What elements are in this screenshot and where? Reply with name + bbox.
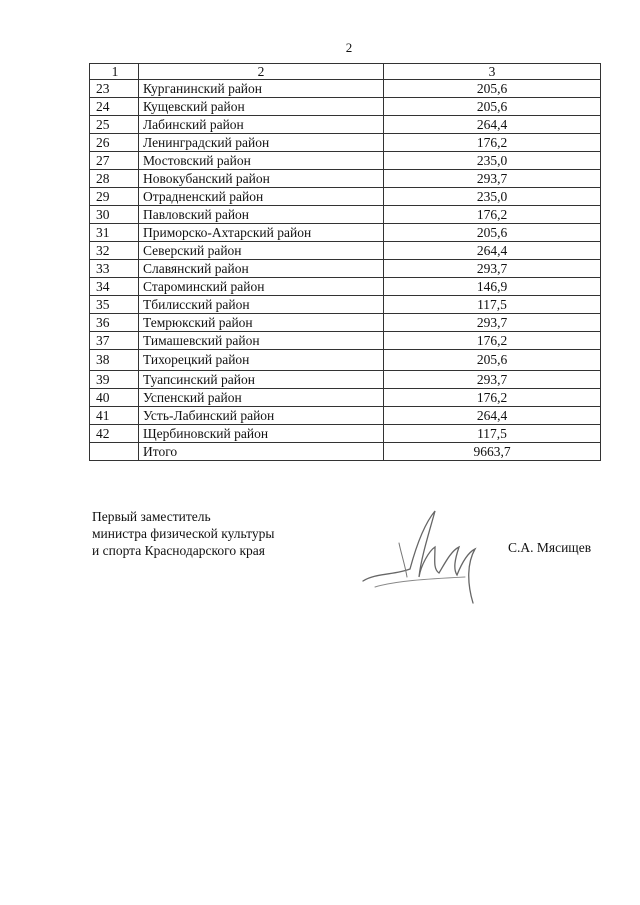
district-value: 293,7 bbox=[384, 371, 601, 389]
position-line: и спорта Краснодарского края bbox=[92, 543, 265, 558]
row-number: 41 bbox=[90, 407, 139, 425]
district-name: Успенский район bbox=[139, 389, 384, 407]
district-value: 293,7 bbox=[384, 260, 601, 278]
table-row bbox=[90, 206, 601, 224]
district-value: 176,2 bbox=[384, 206, 601, 224]
header-cell-2: 2 bbox=[139, 64, 384, 80]
table-header-row bbox=[90, 64, 601, 80]
row-number: 33 bbox=[90, 260, 139, 278]
district-name: Щербиновский район bbox=[139, 425, 384, 443]
row-number: 36 bbox=[90, 314, 139, 332]
table-row bbox=[90, 188, 601, 206]
table-row bbox=[90, 224, 601, 242]
district-name: Туапсинский район bbox=[139, 371, 384, 389]
district-value: 293,7 bbox=[384, 170, 601, 188]
row-number: 40 bbox=[90, 389, 139, 407]
district-value: 146,9 bbox=[384, 278, 601, 296]
district-value: 205,6 bbox=[384, 224, 601, 242]
table-row bbox=[90, 242, 601, 260]
table-row bbox=[90, 134, 601, 152]
row-number: 39 bbox=[90, 371, 139, 389]
row-number: 26 bbox=[90, 134, 139, 152]
district-value: 117,5 bbox=[384, 425, 601, 443]
district-name: Тимашевский район bbox=[139, 332, 384, 350]
district-name: Курганинский район bbox=[139, 80, 384, 98]
row-number: 25 bbox=[90, 116, 139, 134]
row-number: 30 bbox=[90, 206, 139, 224]
district-name: Кущевский район bbox=[139, 98, 384, 116]
district-value: 264,4 bbox=[384, 242, 601, 260]
table-row bbox=[90, 278, 601, 296]
district-name: Павловский район bbox=[139, 206, 384, 224]
table-row bbox=[90, 332, 601, 350]
district-value: 205,6 bbox=[384, 98, 601, 116]
district-value: 176,2 bbox=[384, 389, 601, 407]
district-name: Тбилисский район bbox=[139, 296, 384, 314]
district-name: Лабинский район bbox=[139, 116, 384, 134]
district-value: 176,2 bbox=[384, 134, 601, 152]
handwritten-signature bbox=[355, 503, 495, 613]
district-name: Тихорецкий район bbox=[139, 350, 384, 371]
district-value: 264,4 bbox=[384, 407, 601, 425]
row-number: 42 bbox=[90, 425, 139, 443]
row-number: 31 bbox=[90, 224, 139, 242]
total-value: 9663,7 bbox=[384, 443, 601, 461]
row-number: 28 bbox=[90, 170, 139, 188]
table-row bbox=[90, 371, 601, 389]
table-row bbox=[90, 296, 601, 314]
table-row bbox=[90, 170, 601, 188]
district-table bbox=[89, 63, 601, 461]
table-row bbox=[90, 116, 601, 134]
district-name: Отрадненский район bbox=[139, 188, 384, 206]
page-number: 2 bbox=[345, 40, 353, 55]
table-row bbox=[90, 350, 601, 371]
signatory-position bbox=[92, 508, 274, 559]
district-value: 235,0 bbox=[384, 188, 601, 206]
district-name: Северский район bbox=[139, 242, 384, 260]
row-number: 35 bbox=[90, 296, 139, 314]
row-number: 23 bbox=[90, 80, 139, 98]
district-name: Славянский район bbox=[139, 260, 384, 278]
position-line: министра физической культуры bbox=[92, 526, 275, 541]
table-row bbox=[90, 425, 601, 443]
header-cell-1: 1 bbox=[90, 64, 139, 80]
signer-name: С.А. Мясищев bbox=[508, 540, 592, 555]
table-row bbox=[90, 389, 601, 407]
table-row bbox=[90, 314, 601, 332]
district-name: Темрюкский район bbox=[139, 314, 384, 332]
district-name: Мостовский район bbox=[139, 152, 384, 170]
table-row bbox=[90, 260, 601, 278]
district-value: 235,0 bbox=[384, 152, 601, 170]
district-value: 264,4 bbox=[384, 116, 601, 134]
district-name: Приморско-Ахтарский район bbox=[139, 224, 384, 242]
row-number: 32 bbox=[90, 242, 139, 260]
row-number: 24 bbox=[90, 98, 139, 116]
district-name: Староминский район bbox=[139, 278, 384, 296]
position-line: Первый заместитель bbox=[92, 509, 211, 524]
district-value: 205,6 bbox=[384, 350, 601, 371]
row-number: 29 bbox=[90, 188, 139, 206]
total-number bbox=[90, 443, 139, 461]
total-label: Итого bbox=[139, 443, 384, 461]
district-value: 293,7 bbox=[384, 314, 601, 332]
row-number: 38 bbox=[90, 350, 139, 371]
district-name: Новокубанский район bbox=[139, 170, 384, 188]
table-row bbox=[90, 98, 601, 116]
header-cell-3: 3 bbox=[384, 64, 601, 80]
district-name: Усть-Лабинский район bbox=[139, 407, 384, 425]
district-value: 117,5 bbox=[384, 296, 601, 314]
table-row bbox=[90, 152, 601, 170]
table-row bbox=[90, 407, 601, 425]
district-name: Ленинградский район bbox=[139, 134, 384, 152]
district-value: 205,6 bbox=[384, 80, 601, 98]
table-row bbox=[90, 80, 601, 98]
total-row bbox=[90, 443, 601, 461]
row-number: 27 bbox=[90, 152, 139, 170]
row-number: 37 bbox=[90, 332, 139, 350]
row-number: 34 bbox=[90, 278, 139, 296]
district-value: 176,2 bbox=[384, 332, 601, 350]
